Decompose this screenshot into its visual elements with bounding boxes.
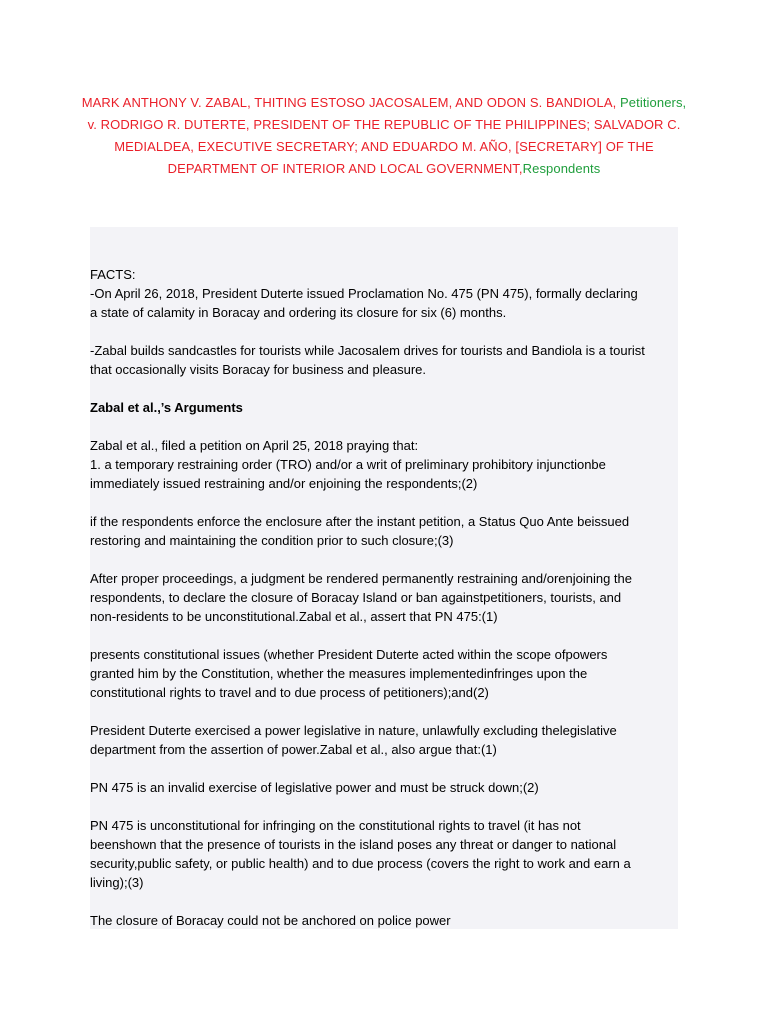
- case-digest-body: [90, 227, 678, 929]
- text-line: constitutional rights to travel and to due process of petitioners);and(2): [90, 685, 489, 700]
- arguments-heading: Zabal et al.,’s Arguments: [90, 400, 243, 415]
- assertion-1: [90, 645, 678, 702]
- text-line: PN 475 is an invalid exercise of legislative power and must be struck down;(2): [90, 780, 539, 795]
- facts-paragraph-1: [90, 284, 678, 322]
- text-line: -Zabal builds sandcastles for tourists while Jacosalem drives for tourists and Bandiola is a tourist: [90, 343, 645, 358]
- text-line: After proper proceedings, a judgment be rendered permanently restraining and/orenjoining the: [90, 571, 633, 586]
- petition-prayer-3: [90, 569, 678, 626]
- text-line: if the respondents enforce the enclosure after the instant petition, a Status Quo Ante beissued: [90, 514, 630, 529]
- text-line: 1. a temporary restraining order (TRO) and/or a writ of preliminary prohibitory injunctionbe: [90, 457, 606, 472]
- argument-2: [90, 816, 678, 892]
- petition-prayer-1: [90, 455, 678, 493]
- petitioners-label: Petitioners,: [620, 95, 687, 110]
- petitioners-names: MARK ANTHONY V. ZABAL, THITING ESTOSO JACOSALEM, AND ODON S. BANDIOLA,: [81, 95, 621, 110]
- argument-1: [90, 778, 678, 797]
- facts-heading: FACTS:: [90, 267, 136, 282]
- text-line: President Duterte exercised a power legislative in nature, unlawfully excluding thelegislative: [90, 723, 617, 738]
- text-line: department from the assertion of power.Zabal et al., also argue that:(1): [90, 742, 497, 757]
- respondents-line-2: MEDIALDEA, EXECUTIVE SECRETARY; AND EDUARDO M. AÑO, [SECRETARY] OF THE: [114, 139, 654, 154]
- text-line: that occasionally visits Boracay for business and pleasure.: [90, 362, 427, 377]
- text-line: immediately issued restraining and/or enjoining the respondents;(2): [90, 476, 478, 491]
- respondents-line-1: v. RODRIGO R. DUTERTE, PRESIDENT OF THE REPUBLIC OF THE PHILIPPINES; SALVADOR C.: [87, 117, 681, 132]
- petition-intro: Zabal et al., filed a petition on April 25, 2018 praying that:: [90, 438, 419, 453]
- assertion-2: [90, 721, 678, 759]
- text-line: beenshown that the presence of tourists in the island poses any threat or danger to national: [90, 837, 617, 852]
- case-caption: [70, 92, 698, 180]
- petition-prayer-2: [90, 512, 678, 550]
- text-line: living);(3): [90, 875, 144, 890]
- text-line: respondents, to declare the closure of Boracay Island or ban againstpetitioners, tourists, and: [90, 590, 622, 605]
- text-line: PN 475 is unconstitutional for infringing on the constitutional rights to travel (it has not: [90, 818, 581, 833]
- respondents-line-3: DEPARTMENT OF INTERIOR AND LOCAL GOVERNMENT,: [167, 161, 523, 176]
- text-line: granted him by the Constitution, whether the measures implementedinfringes upon the: [90, 666, 588, 681]
- respondents-label: Respondents: [522, 161, 601, 176]
- argument-3: [90, 911, 678, 930]
- text-line: non-residents to be unconstitutional.Zabal et al., assert that PN 475:(1): [90, 609, 498, 624]
- facts-paragraph-2: [90, 341, 678, 379]
- text-line: The closure of Boracay could not be anchored on police power: [90, 913, 451, 928]
- text-line: security,public safety, or public health) and to due process (covers the right to work and earn a: [90, 856, 631, 871]
- text-line: presents constitutional issues (whether President Duterte acted within the scope ofpowers: [90, 647, 608, 662]
- text-line: restoring and maintaining the condition prior to such closure;(3): [90, 533, 454, 548]
- text-line: -On April 26, 2018, President Duterte issued Proclamation No. 475 (PN 475), formally declaring: [90, 286, 638, 301]
- text-line: a state of calamity in Boracay and ordering its closure for six (6) months.: [90, 305, 507, 320]
